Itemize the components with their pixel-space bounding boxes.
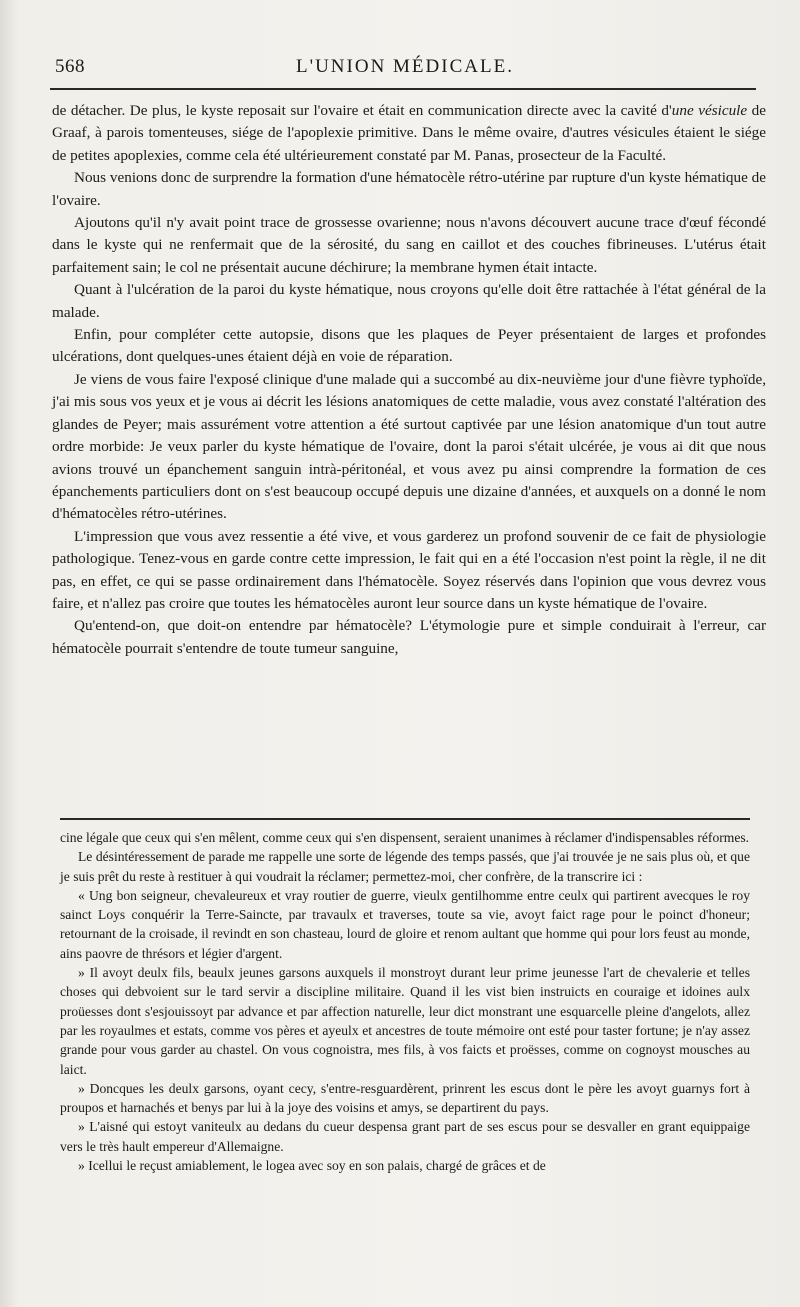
footnote-paragraph: » Doncques les deulx garsons, oyant cecy, s'entre-resguardèrent, prinrent les escus dont le père les avoyt guarnys fort à proupos et harnachés et benys par lui à la joye des voisins et amys, se departirent du pays. (60, 1080, 750, 1116)
paragraph: Je viens de vous faire l'exposé clinique d'une malade qui a succombé au dix-neuvième jour d'une fièvre typhoïde, j'ai mis sous vos yeux et je vous ai décrit les lésions anatomiques de cette maladie, vous avez constaté l'altération des glandes de Peyer; mais assurément votre attention a été surtout captivée par une lésion anatomique d'un tout autre ordre morbide: Je veux parler du kyste hématique de l'ovaire, dont la paroi s'était ulcérée, je vous ai dit que nous avions trouvé un épanchement sanguin intrà-péritonéal, et vous avez pu ainsi comprendre la formation de ces épanchements particuliers dont on s'est beaucoup occupé depuis une dizaine d'années, et auxquels on a donné le nom d'hématocèles rétro-utérines. (52, 370, 766, 523)
footnote (60, 828, 750, 1175)
page-number: 568 (55, 56, 85, 77)
paragraph: Enfin, pour compléter cette autopsie, disons que les plaques de Peyer présentaient de larges et profondes ulcérations, dont quelques-unes étaient déjà en voie de réparation. (52, 326, 766, 366)
footnote-paragraph: » L'aisné qui estoyt vaniteulx au dedans du cueur despensa grant part de ses escus pour se desvaller en grant equippaige vers le très hault empereur d'Allemaigne. (60, 1119, 750, 1154)
running-title: L'UNION MÉDICALE. (296, 56, 514, 77)
footnote-paragraph: » Il avoyt deulx fils, beaulx jeunes garsons auxquels il monstroyt durant leur prime jeunesse l'art de chevalerie et telles choses qui debvoient sur le tard servir a discipline militaire. Quand il les vist bien instruicts en couraige et idoines aulx proüesses dont s'esjouissoyt par advance et par affection naturelle, leur dict monstrant une esquarcelle pleine d'angelots, allez par les royaulmes et estats, comme vos pères et ayeulx et ancestres de toute mémoire ont esté pour taster fortune; je n'ay assez grande pour vous garder au chastel. On vous cognoistra, mes fils, à vos faicts et proësses, comme on cognoyst mousches au laict. (60, 965, 750, 1077)
paragraph: Qu'entend-on, que doit-on entendre par hématocèle? L'étymologie pure et simple conduirait à l'erreur, car hématocèle pourrait s'entendre de toute tumeur sanguine, (52, 617, 766, 657)
paragraph-text: de détacher. De plus, le kyste reposait sur l'ovaire et était en communication directe avec la cavité d' (52, 102, 672, 119)
paragraph (52, 100, 766, 167)
main-text (52, 100, 766, 660)
paragraph-text: de Graaf, à parois tomenteuses, siége de l'apoplexie primitive. Dans le même ovaire, d'autres vésicules étaient le siége de petites apoplexies, comme cela été ultérieurement constaté par M. Panas, prosecteur de la Faculté. (52, 102, 766, 164)
paragraph: L'impression que vous avez ressentie a été vive, et vous garderez un profond souvenir de ce fait de physiologie pathologique. Tenez-vous en garde contre cette impression, le fait qui en a été l'occasion n'est point la règle, il ne dit pas, en effet, ce qui se passe ordinairement dans l'hématocèle. Soyez réservés dans l'opinion que vous devrez vous faire, et n'allez pas croire que toutes les hématocèles auront leur source dans un kyste hématique de l'ovaire. (52, 527, 766, 612)
page-header (55, 56, 755, 86)
footnote-paragraph: « Ung bon seigneur, chevaleureux et vray routier de guerre, vieulx gentilhomme entre ceulx qui partirent avecques le roy sainct Loys conquérir la Terre-Saincte, par travaulx et traverses, toute sa vie, avoyt faict rage pour le poinct d'honeur; retournant de la croisade, il revindt en son chasteau, lourd de gloire et renom aultant que homme qui pour lors feust au monde, ains paovre de thrésors et légier d'argent. (60, 887, 750, 961)
footnote-paragraph: cine légale que ceux qui s'en mêlent, comme ceux qui s'en dispensent, seraient unanimes à réclamer d'indispensables réformes. (60, 830, 750, 845)
footnote-rule (60, 818, 750, 820)
paragraph: Nous venions donc de surprendre la formation d'une hématocèle rétro-utérine par rupture d'un kyste hématique de l'ovaire. (52, 169, 766, 209)
header-rule (50, 88, 756, 90)
italic-text: une vésicule (671, 102, 748, 119)
paragraph: Ajoutons qu'il n'y avait point trace de grossesse ovarienne; nous n'avons découvert aucune trace d'œuf fécondé dans le kyste qui ne renfermait que de la sérosité, du sang en caillot et des couches fibrineuses. L'utérus était parfaitement sain; le col ne présentait aucune déchirure; la membrane hymen était intacte. (52, 214, 766, 276)
paragraph: Quant à l'ulcération de la paroi du kyste hématique, nous croyons qu'elle doit être rattachée à l'état général de la malade. (52, 281, 766, 321)
footnote-paragraph: Le désintéressement de parade me rappelle une sorte de légende des temps passés, que j'ai trouvée je ne sais plus où, et que je suis prêt du reste à restituer à qui voudrait la réclamer; permettez-moi, cher confrère, de la transcrire ici : (60, 849, 750, 884)
footnote-paragraph: » Icellui le reçust amiablement, le logea avec soy en son palais, chargé de grâces et de (78, 1158, 546, 1174)
